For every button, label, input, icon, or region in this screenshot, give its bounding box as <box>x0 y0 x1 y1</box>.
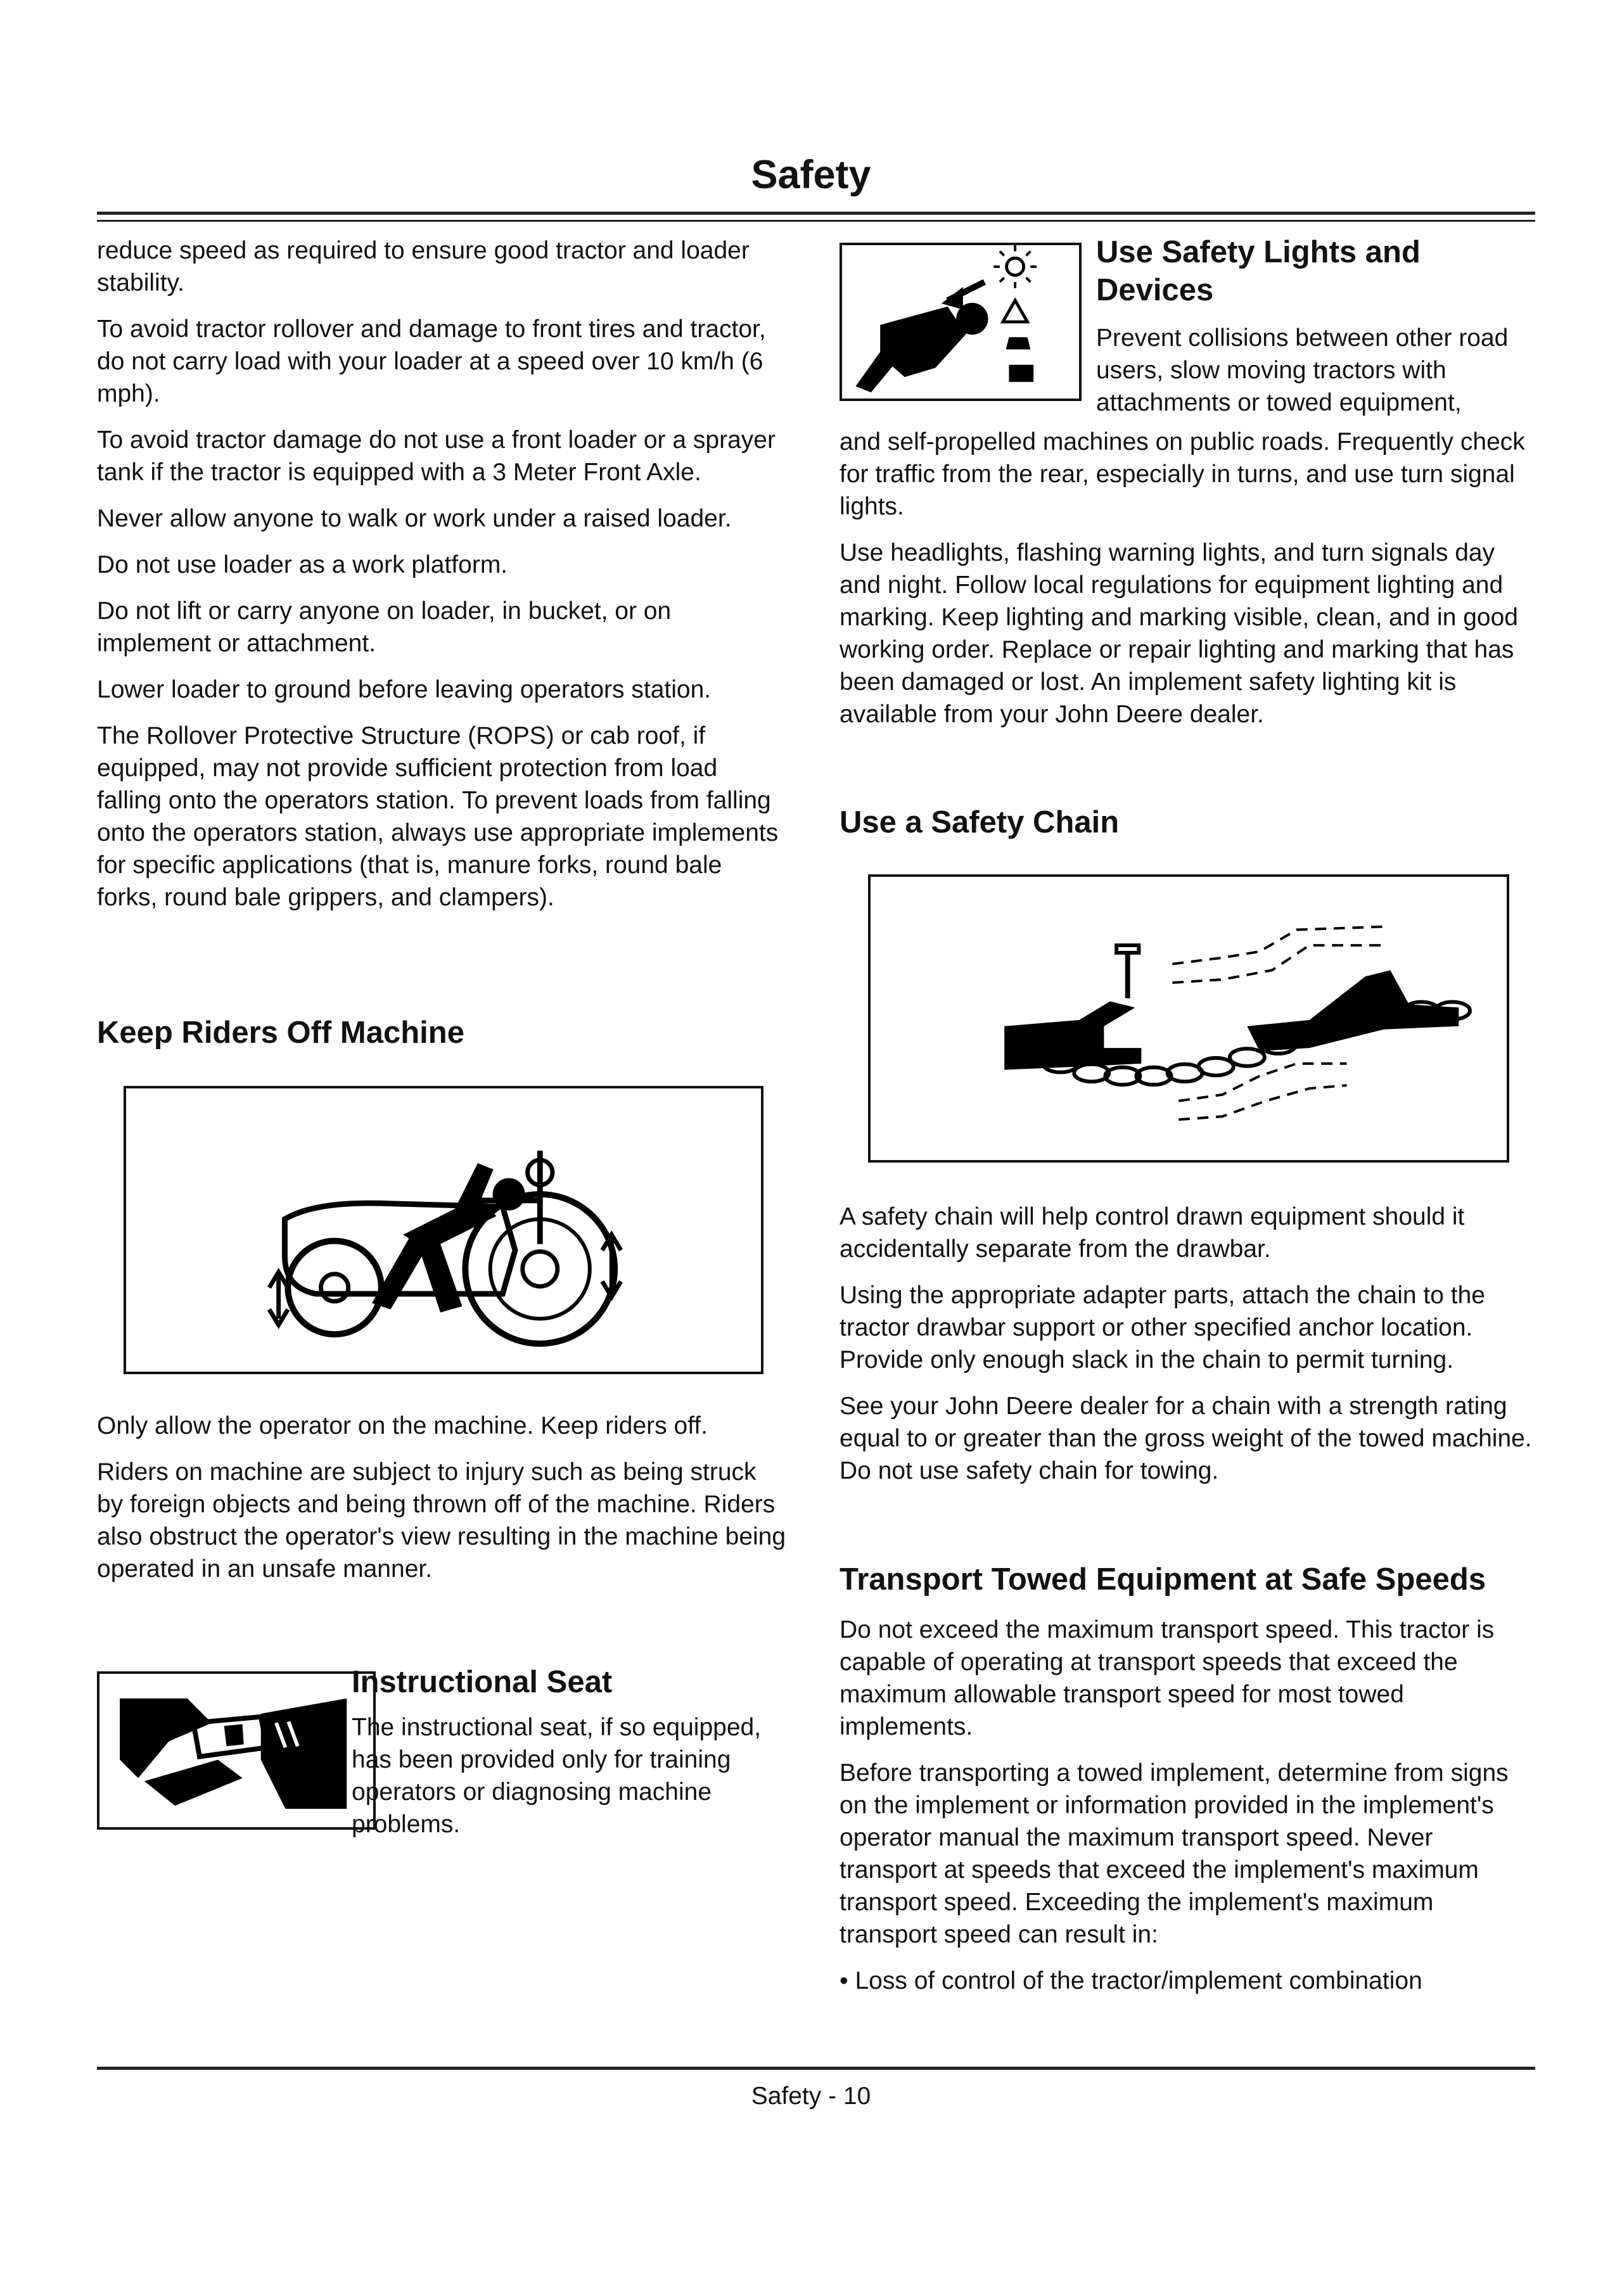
page-number: Safety - 10 <box>751 2082 871 2110</box>
chain-text <box>840 1201 1536 1501</box>
paragraph: See your John Deere dealer for a chain with a strength rating equal to or greater than the gross weight of the towed machine. Do not use safety chain for towing. <box>840 1393 1532 1484</box>
paragraph: Use headlights, flashing warning lights, and turn signals day and night. Follow local regulations for equipment lighting and marking. Keep lighting and marking visible, clean, and in good working order. Replace or repair lighting and marking that has been damaged or lost. An implement safety lighting kit is available from your John Deere dealer. <box>840 539 1518 728</box>
section-heading-riders: Keep Riders Off Machine <box>97 1016 464 1050</box>
warning-lights-icon <box>842 245 1079 399</box>
left-intro-text <box>97 234 788 928</box>
section-heading-chain: Use a Safety Chain <box>840 805 1120 839</box>
section-heading-seat: Instructional Seat <box>352 1665 613 1699</box>
safety-chain-illustration <box>868 874 1509 1163</box>
paragraph: Do not exceed the maximum transport speed. This tractor is capable of operating at transport speeds that exceed the maximum allowable transport speed for most towed implements. <box>840 1616 1495 1740</box>
tractor-rider-icon <box>126 1088 761 1372</box>
lights-heading-block <box>1096 233 1540 419</box>
paragraph: The instructional seat, if so equipped, has been provided only for training operators or diagnosing machine problems. <box>352 1714 762 1838</box>
seat-text <box>352 1663 795 1854</box>
paragraph: A safety chain will help control drawn equipment should it accidentally separate from the drawbar. <box>840 1203 1465 1263</box>
wrap-line: Prevent collisions between other road <box>1096 324 1509 352</box>
paragraph: To avoid tractor damage do not use a front loader or a sprayer tank if the tractor is equipped with a 3 Meter Front Axle. <box>97 426 776 486</box>
riders-heading-block <box>97 1014 788 1052</box>
paragraph: Do not lift or carry anyone on loader, in bucket, or on implement or attachment. <box>97 597 672 657</box>
riders-text <box>97 1410 788 1599</box>
section-heading-lights <box>1096 233 1540 309</box>
transport-section <box>840 1560 1536 2011</box>
paragraph: The Rollover Protective Structure (ROPS) or cab roof, if equipped, may not provide sufficient protection from load falling onto the operators station. To prevent loads from falling onto the operators station, always use appropriate implements for specific applications (that is, manure forks, round bale forks, round bale grippers, and clampers). <box>97 722 779 911</box>
paragraph: Using the appropriate adapter parts, attach the chain to the tractor drawbar support or other specified anchor location. Provide only enough slack in the chain to permit turning. <box>840 1282 1485 1374</box>
seat-belt-illustration <box>97 1671 376 1830</box>
safety-lights-illustration <box>840 243 1082 401</box>
chain-heading-block <box>840 803 1536 841</box>
paragraph: reduce speed as required to ensure good tractor and loader stability. <box>97 237 750 297</box>
paragraph: To avoid tractor rollover and damage to front tires and tractor, do not carry load with your loader at a speed over 10 km/h (6 mph). <box>97 316 766 407</box>
paragraph: Never allow anyone to walk or work under a raised loader. <box>97 505 732 532</box>
rider-on-tractor-illustration <box>124 1086 763 1374</box>
header-rule-thick <box>97 212 1535 215</box>
paragraph: Before transporting a towed implement, determine from signs on the implement or information provided in the implement's operator manual the maximum transport speed. Never transport at speeds that exceed the implement's maximum transport speed. Exceeding the implement's maximum transport speed can result in: <box>840 1759 1509 1948</box>
bullet-item: • Loss of control of the tractor/implement combination <box>840 1967 1422 1994</box>
wrap-line: attachments or towed equipment, <box>1096 389 1462 416</box>
paragraph: Riders on machine are subject to injury such as being struck by foreign objects and being thrown off of the machine. Riders also obstruct the operator's view resulting in the machine being operated in an unsafe manner. <box>97 1458 786 1583</box>
safety-chain-icon <box>871 877 1507 1160</box>
paragraph: Do not use loader as a work platform. <box>97 551 508 578</box>
paragraph: Only allow the operator on the machine. Keep riders off. <box>97 1412 708 1439</box>
footer-rule <box>97 2067 1535 2070</box>
heading-line: Use Safety Lights and <box>1096 235 1421 269</box>
heading-line: Devices <box>1096 273 1214 307</box>
paragraph: and self-propelled machines on public roads. Frequently check for traffic from the rear, especially in turns, and use turn signal lights. <box>840 428 1525 520</box>
wrap-line: users, slow moving tractors with <box>1096 357 1446 384</box>
section-heading-transport: Transport Towed Equipment at Safe Speeds <box>840 1562 1486 1597</box>
header-rule-thin <box>97 220 1535 222</box>
lights-text <box>840 426 1536 744</box>
seat-belt-icon <box>99 1674 373 1827</box>
paragraph: Lower loader to ground before leaving operators station. <box>97 676 712 703</box>
page-title: Safety <box>751 153 871 197</box>
